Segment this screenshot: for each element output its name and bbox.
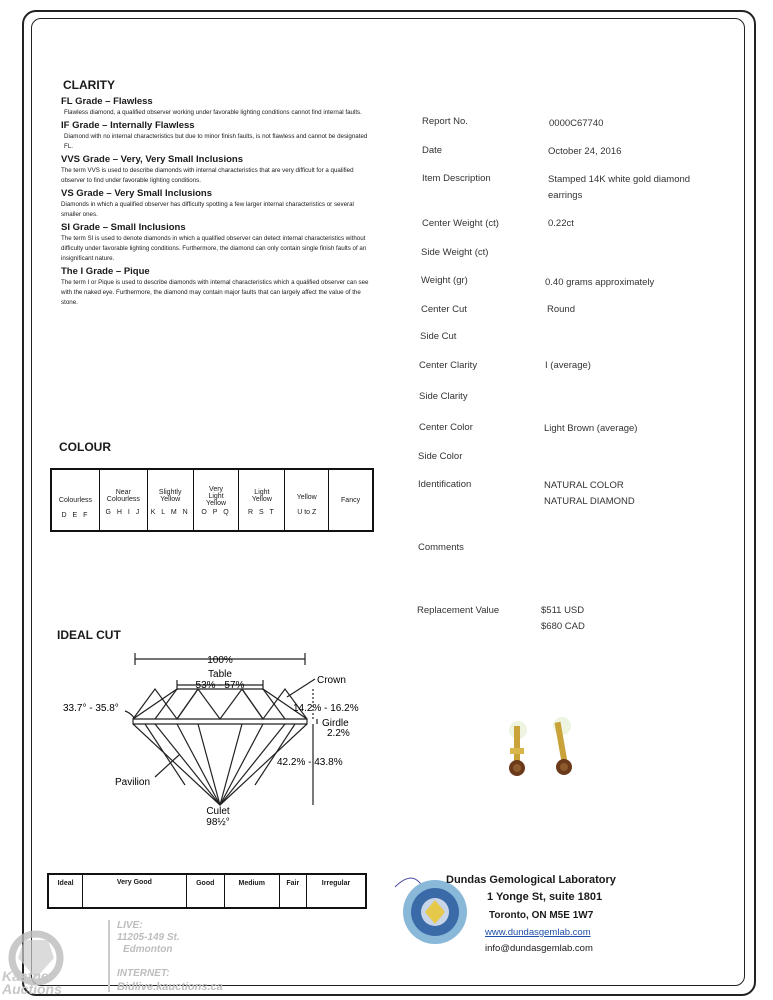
report-label: Center Clarity: [419, 360, 478, 371]
colour-name: Very Light Yellow: [206, 486, 227, 507]
lab-address-1: 1 Yonge St, suite 1801: [487, 891, 603, 903]
label-crown-angle: 33.7° - 35.8°: [63, 703, 119, 714]
colour-cell-fancy: [329, 469, 373, 531]
colour-grades: D E F: [61, 512, 90, 519]
cut-grade-good: Good: [186, 874, 224, 908]
clarity-section: [61, 96, 371, 310]
watermark-live-city: Edmonton: [123, 944, 173, 955]
watermark-internet-label: INTERNET:: [117, 968, 170, 979]
colour-grades: K L M N: [150, 508, 190, 516]
label-total: 100%: [207, 655, 233, 666]
clarity-heading-vs: VS Grade – Very Small Inclusions: [61, 188, 213, 199]
diamond-cut-diagram: [55, 645, 385, 830]
clarity-text-vs: Diamonds in which a qualified observer has difficulty spotting a few larger internal characteristics or several smaller ones.: [61, 201, 354, 218]
report-value: Light Brown (average): [544, 423, 638, 434]
report-label: Center Weight (ct): [422, 218, 499, 229]
label-pavilion-depth: 42.2% - 43.8%: [277, 757, 343, 768]
colour-grades: O P Q: [201, 509, 231, 516]
report-label: Side Weight (ct): [421, 247, 489, 258]
colour-cell-colourless: [51, 469, 99, 531]
colour-name: Fancy: [341, 496, 361, 504]
label-table-range: 53% - 57%: [195, 680, 245, 691]
report-label: Item Description: [422, 173, 491, 184]
report-value: 0.22ct: [548, 218, 574, 229]
clarity-title: CLARITY: [63, 78, 115, 92]
colour-name: Yellow: [296, 494, 317, 501]
colour-cell-yellow: [285, 469, 329, 531]
cut-grade-very-good: Very Good: [83, 874, 186, 908]
colour-name: Colourless: [58, 497, 92, 504]
clarity-heading-fl: FL Grade – Flawless: [61, 96, 153, 107]
colour-grades: U to Z: [297, 509, 317, 516]
report-value: Round: [547, 304, 575, 315]
lab-name: Dundas Gemological Laboratory: [446, 874, 616, 886]
colour-name: Near Colourless: [106, 488, 140, 503]
colour-cell-slightly-yellow: [147, 469, 193, 531]
report-value: Stamped 14K white gold diamond earrings: [548, 174, 691, 201]
report-value: October 24, 2016: [548, 146, 622, 157]
report-value: NATURAL COLOR NATURAL DIAMOND: [544, 480, 635, 507]
label-crown: Crown: [317, 675, 346, 686]
colour-name: Light Yellow: [251, 488, 272, 503]
lab-address-2: Toronto, ON M5E 1W7: [489, 910, 594, 921]
clarity-text-vvs: The term VVS is used to describe diamonds with internal characteristics that are very difficult for a qualified observer to find under favorable lighting conditions.: [61, 167, 354, 184]
cut-grade-medium: Medium: [224, 874, 279, 908]
auction-brand: Kastner Auctions: [2, 968, 62, 997]
report-label: Replacement Value: [417, 605, 500, 616]
colour-title: COLOUR: [59, 440, 111, 454]
watermark-live-label: LIVE:: [117, 920, 143, 931]
label-culet-value: 98½°: [206, 817, 230, 828]
cut-grade-irregular: Irregular: [307, 874, 366, 908]
colour-scale-table: [50, 468, 374, 532]
report-value: 0000C67740: [549, 118, 604, 129]
report-label: Center Cut: [421, 304, 467, 315]
clarity-heading-i: The I Grade – Pique: [61, 266, 150, 277]
clarity-text-i: The term I or Pique is used to describe diamonds with internal characteristics which a qualified observer can see with the naked eye. Furthermore, the diamond may contain major faults that can largely affect the value of the stone.: [61, 279, 369, 306]
report-label: Side Cut: [420, 331, 457, 342]
report-value: I (average): [545, 360, 591, 371]
report-value: $511 USD $680 CAD: [541, 605, 585, 632]
clarity-text-if: Diamond with no internal characteristics but due to minor finish faults, is not flawless and cannot be designated FL.: [64, 133, 368, 150]
cut-grade-ideal: Ideal: [48, 874, 83, 908]
watermark-internet-site: Bidlive.kauctions.ca: [117, 981, 223, 993]
report-label: Report No.: [422, 116, 468, 127]
ideal-cut-title: IDEAL CUT: [57, 628, 121, 642]
report-label: Date: [422, 145, 443, 156]
colour-cell-near-colourless: [99, 469, 147, 531]
label-crown-height: 14.2% - 16.2%: [293, 703, 359, 714]
colour-name: Slightly Yellow: [158, 488, 182, 503]
report-label: Center Color: [419, 422, 473, 433]
report-label: Weight (gr): [421, 275, 468, 286]
colour-grades: R S T: [248, 508, 276, 516]
earrings-photo: [488, 712, 598, 792]
watermark-divider: [108, 920, 110, 992]
clarity-text-fl: Flawless diamond, a qualified observer working under favorable lighting conditions cannot find internal faults.: [64, 109, 362, 116]
cut-grade-table: [47, 873, 367, 909]
cut-grade-fair: Fair: [279, 874, 307, 908]
colour-grades: G H I J: [105, 508, 142, 516]
clarity-heading-if: IF Grade – Internally Flawless: [61, 120, 195, 131]
label-girdle: Girdle: [322, 718, 349, 729]
lab-email: info@dundasgemlab.com: [485, 943, 593, 954]
label-table: Table: [208, 669, 232, 680]
label-culet: Culet: [206, 806, 230, 817]
colour-cell-light-yellow: [239, 469, 285, 531]
label-girdle-value: 2.2%: [327, 728, 350, 739]
colour-cell-very-light-yellow: [193, 469, 239, 531]
report-label: Identification: [418, 479, 472, 490]
clarity-text-si: The term SI is used to denote diamonds in which a qualified observer can detect internal characteristics without difficulty under favorable lighting conditions. Furthermore, the diamond can only contain single finish faults of an insignificant nature.: [61, 235, 367, 262]
report-label: Side Clarity: [419, 391, 468, 402]
watermark-live-address: 11205-149 St.: [117, 932, 180, 943]
report-label: Comments: [418, 542, 464, 553]
auction-logo: [2, 926, 106, 997]
lab-website-link[interactable]: www.dundasgemlab.com: [485, 927, 591, 938]
report-value: 0.40 grams approximately: [545, 277, 655, 288]
clarity-heading-vvs: VVS Grade – Very, Very Small Inclusions: [61, 154, 243, 165]
report-label: Side Color: [418, 451, 463, 462]
clarity-heading-si: SI Grade – Small Inclusions: [61, 222, 186, 233]
label-pavilion: Pavilion: [115, 777, 151, 788]
